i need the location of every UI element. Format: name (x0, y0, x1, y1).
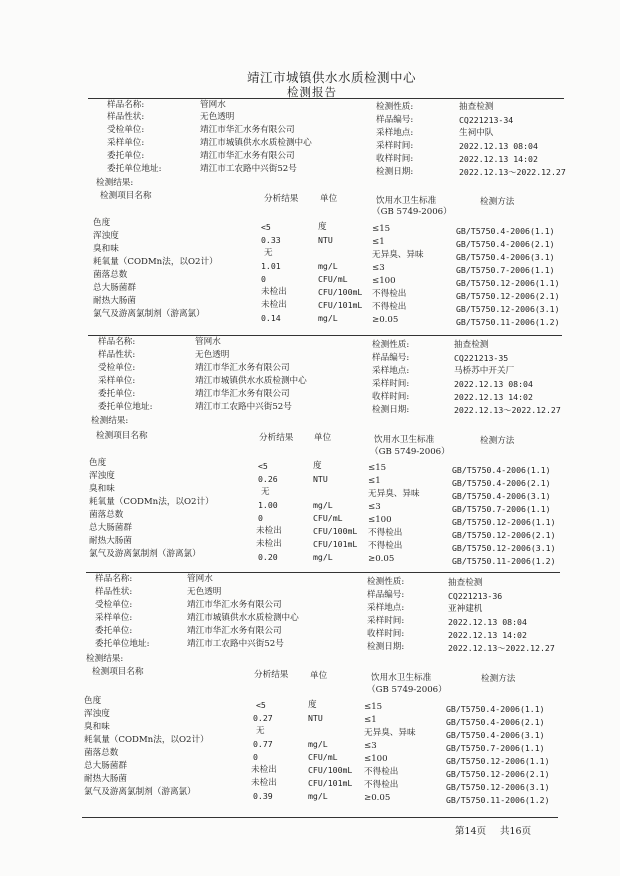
value-client-unit: 靖江市华汇水务有限公司 (200, 151, 295, 161)
method-cell: GB/T5750.12-2006(1.1) (446, 756, 550, 766)
unit-cell: CFU/101mL (318, 300, 363, 310)
standard-cell: 不得检出 (368, 528, 403, 538)
col-item-header: 检测项目名称 (96, 431, 148, 441)
footer-divider (82, 817, 558, 818)
col-method-header: 检测方法 (480, 436, 515, 446)
result-cell: 0.39 (253, 791, 273, 801)
result-cell: 0 (261, 274, 266, 284)
item-cell: 菌落总数 (84, 748, 119, 758)
label-sampling-unit: 采样单位: (107, 138, 145, 148)
col-standard-code: （GB 5749-2006） (370, 447, 450, 457)
col-item-header: 检测项目名称 (92, 667, 144, 677)
result-cell: 无 (261, 487, 270, 497)
page-number: 第14页 (455, 826, 487, 837)
unit-cell: CFU/101mL (313, 539, 358, 549)
unit-cell: mg/L (308, 739, 328, 749)
label-test-nature: 检测性质: (367, 577, 405, 587)
result-cell: 未检出 (251, 778, 277, 788)
item-cell: 色度 (93, 218, 111, 228)
value-sample-no: CQ221213-34 (459, 115, 514, 125)
value-receive-time: 2022.12.13 14:02 (454, 392, 533, 402)
unit-cell: NTU (313, 474, 328, 484)
method-cell: GB/T5750.4-2006(2.1) (456, 239, 555, 249)
value-receive-time: 2022.12.13 14:02 (448, 630, 527, 640)
method-cell: GB/T5750.7-2006(1.1) (446, 743, 545, 753)
label-client-unit: 委托单位: (98, 389, 136, 399)
standard-cell: 无异臭、异味 (368, 489, 420, 499)
standard-cell: ≤15 (372, 224, 391, 234)
standard-cell: 不得检出 (364, 780, 399, 790)
unit-cell: mg/L (318, 261, 338, 271)
value-test-date: 2022.12.13～2022.12.27 (459, 167, 566, 177)
unit-cell: CFU/mL (313, 513, 343, 523)
method-cell: GB/T5750.4-2006(1.1) (452, 465, 551, 475)
unit-cell: NTU (318, 235, 333, 245)
standard-cell: 不得检出 (372, 302, 407, 312)
label-client-address: 委托单位地址: (98, 402, 153, 412)
value-sample-no: CQ221213-36 (448, 591, 503, 601)
label-client-address: 委托单位地址: (95, 639, 150, 649)
result-cell: 1.00 (258, 500, 278, 510)
item-cell: 浑浊度 (93, 231, 119, 241)
report-title: 检测报告 (287, 85, 337, 99)
item-cell: 耗氧量（CODMn法，以O2计） (89, 497, 214, 507)
result-cell: <5 (261, 222, 271, 232)
item-cell: 耐热大肠菌 (89, 536, 132, 546)
label-receive-time: 收样时间: (367, 629, 405, 639)
value-test-date: 2022.12.13～2022.12.27 (454, 405, 561, 415)
standard-cell: 不得检出 (372, 289, 407, 299)
item-cell: 菌落总数 (89, 510, 124, 520)
result-cell: 0 (253, 752, 258, 762)
result-cell: 未检出 (261, 300, 287, 310)
label-sampling-unit: 采样单位: (98, 376, 136, 386)
standard-cell: ≤3 (364, 741, 377, 751)
unit-cell: CFU/101mL (308, 778, 353, 788)
value-sample-nature: 无色透明 (200, 112, 235, 122)
value-sample-nature: 无色透明 (195, 350, 230, 360)
value-sampling-site: 生祠中队 (459, 128, 494, 138)
col-standard-header: 饮用水卫生标准 (371, 673, 432, 683)
method-cell: GB/T5750.12-2006(3.1) (452, 543, 556, 553)
label-client-address: 委托单位地址: (107, 164, 162, 174)
method-cell: GB/T5750.12-2006(2.1) (456, 291, 560, 301)
standard-cell: ≥0.05 (372, 315, 399, 325)
method-cell: GB/T5750.4-2006(1.1) (456, 226, 555, 236)
label-sampling-time: 采样时间: (372, 379, 410, 389)
item-cell: 色度 (89, 458, 107, 468)
standard-cell: ≤100 (372, 276, 396, 286)
col-result-header: 分析结果 (254, 670, 289, 680)
value-sampling-unit: 靖江市城镇供水水质检测中心 (195, 376, 307, 386)
col-unit-header: 单位 (310, 671, 328, 681)
result-cell: 0.26 (258, 474, 278, 484)
standard-cell: ≤15 (368, 463, 387, 473)
item-cell: 耗氧量（CODMn法，以O2计） (93, 257, 218, 267)
method-cell: GB/T5750.12-2006(1.1) (456, 278, 560, 288)
org-title: 靖江市城镇供水水质检测中心 (247, 70, 417, 85)
standard-cell: ≤100 (364, 754, 388, 764)
label-sampling-time: 采样时间: (367, 616, 405, 626)
value-inspected-unit: 靖江市华汇水务有限公司 (195, 363, 290, 373)
result-cell: 未检出 (256, 539, 282, 549)
unit-cell: mg/L (313, 552, 333, 562)
value-sample-nature: 无色透明 (187, 587, 222, 597)
value-client-address: 靖江市工农路中兴街52号 (195, 402, 292, 412)
unit-cell: mg/L (313, 500, 333, 510)
header-divider (88, 98, 564, 99)
value-client-unit: 靖江市华汇水务有限公司 (187, 626, 282, 636)
result-cell: 1.01 (261, 261, 281, 271)
standard-cell: ≤1 (364, 715, 377, 725)
value-sample-no: CQ221213-35 (454, 353, 509, 363)
method-cell: GB/T5750.4-2006(2.1) (446, 717, 545, 727)
value-sample-name: 管网水 (187, 574, 213, 584)
label-inspected-unit: 受检单位: (98, 363, 136, 373)
unit-cell: mg/L (308, 791, 328, 801)
method-cell: GB/T5750.11-2006(1.2) (446, 795, 550, 805)
unit-cell: mg/L (318, 313, 338, 323)
method-cell: GB/T5750.4-2006(1.1) (446, 704, 545, 714)
item-cell: 耗氧量（CODMn法，以O2计） (84, 735, 209, 745)
result-cell: <5 (256, 700, 266, 710)
label-client-unit: 委托单位: (107, 151, 145, 161)
value-test-nature: 抽查检测 (448, 578, 483, 588)
label-receive-time: 收样时间: (376, 154, 414, 164)
label-client-unit: 委托单位: (95, 626, 133, 636)
standard-cell: ≥0.05 (368, 554, 395, 564)
col-standard-code: （GB 5749-2006） (367, 685, 447, 695)
method-cell: GB/T5750.11-2006(1.2) (452, 556, 556, 566)
col-unit-header: 单位 (314, 433, 332, 443)
item-cell: 耐热大肠菌 (93, 296, 136, 306)
result-cell: 0.14 (261, 313, 281, 323)
label-results: 检测结果: (96, 178, 134, 188)
result-cell: 无 (264, 248, 273, 258)
standard-cell: 不得检出 (368, 541, 403, 551)
unit-cell: 度 (313, 461, 322, 471)
value-sampling-site: 亚神建机 (448, 604, 483, 614)
method-cell: GB/T5750.12-2006(2.1) (446, 769, 550, 779)
label-test-date: 检测日期: (372, 405, 410, 415)
item-cell: 浑浊度 (89, 471, 115, 481)
unit-cell: CFU/100mL (313, 526, 358, 536)
standard-cell: ≤3 (368, 502, 381, 512)
label-test-date: 检测日期: (367, 642, 405, 652)
method-cell: GB/T5750.12-2006(3.1) (446, 782, 550, 792)
label-sampling-site: 采样地点: (372, 366, 410, 376)
label-sample-name: 样品名称: (107, 100, 145, 110)
page-total: 共16页 (500, 826, 532, 837)
standard-cell: 无异臭、异味 (372, 250, 424, 260)
item-cell: 浑浊度 (84, 709, 110, 719)
result-cell: 0.27 (253, 713, 273, 723)
method-cell: GB/T5750.4-2006(3.1) (446, 730, 545, 740)
method-cell: GB/T5750.11-2006(1.2) (456, 317, 560, 327)
item-cell: 总大肠菌群 (89, 523, 132, 533)
section-divider (86, 572, 560, 573)
standard-cell: ≤3 (372, 263, 385, 273)
value-inspected-unit: 靖江市华汇水务有限公司 (187, 600, 282, 610)
col-item-header: 检测项目名称 (100, 191, 152, 201)
result-cell: 0 (258, 513, 263, 523)
value-test-nature: 抽查检测 (454, 340, 489, 350)
method-cell: GB/T5750.12-2006(3.1) (456, 304, 560, 314)
item-cell: 氯气及游离氯制剂（游离氯） (84, 787, 196, 797)
item-cell: 色度 (84, 696, 102, 706)
item-cell: 耐热大肠菌 (84, 774, 127, 784)
label-sampling-site: 采样地点: (376, 128, 414, 138)
section-divider (88, 335, 562, 336)
unit-cell: CFU/mL (308, 752, 338, 762)
value-sample-name: 管网水 (200, 100, 226, 110)
value-test-date: 2022.12.13～2022.12.27 (448, 643, 555, 653)
unit-cell: CFU/mL (318, 274, 348, 284)
standard-cell: ≤100 (368, 515, 392, 525)
method-cell: GB/T5750.4-2006(3.1) (456, 252, 555, 262)
label-sample-no: 样品编号: (376, 115, 414, 125)
label-inspected-unit: 受检单位: (95, 600, 133, 610)
method-cell: GB/T5750.4-2006(2.1) (452, 478, 551, 488)
result-cell: 0.33 (261, 235, 281, 245)
label-test-date: 检测日期: (376, 167, 414, 177)
unit-cell: CFU/100mL (318, 287, 363, 297)
result-cell: 未检出 (251, 765, 277, 775)
label-sample-no: 样品编号: (372, 353, 410, 363)
label-results: 检测结果: (91, 416, 129, 426)
result-cell: 0.20 (258, 552, 278, 562)
item-cell: 总大肠菌群 (84, 761, 127, 771)
value-sampling-unit: 靖江市城镇供水水质检测中心 (187, 613, 299, 623)
item-cell: 臭和味 (93, 244, 119, 254)
value-client-unit: 靖江市华汇水务有限公司 (195, 389, 290, 399)
label-sampling-unit: 采样单位: (95, 613, 133, 623)
col-standard-header: 饮用水卫生标准 (374, 435, 435, 445)
result-cell: 未检出 (256, 526, 282, 536)
value-client-address: 靖江市工农路中兴街52号 (200, 164, 297, 174)
result-cell: 无 (256, 726, 265, 736)
value-inspected-unit: 靖江市华汇水务有限公司 (200, 125, 295, 135)
standard-cell: ≤1 (368, 476, 381, 486)
item-cell: 氯气及游离氯制剂（游离氯） (89, 549, 201, 559)
item-cell: 臭和味 (84, 722, 110, 732)
col-method-header: 检测方法 (481, 674, 516, 684)
standard-cell: ≤1 (372, 237, 385, 247)
label-receive-time: 收样时间: (372, 392, 410, 402)
label-results: 检测结果: (86, 654, 124, 664)
value-sample-name: 管网水 (195, 337, 221, 347)
unit-cell: NTU (308, 713, 323, 723)
label-sample-name: 样品名称: (98, 337, 136, 347)
label-sample-nature: 样品性状: (98, 350, 136, 360)
label-sample-nature: 样品性状: (107, 112, 145, 122)
label-sample-name: 样品名称: (95, 574, 133, 584)
value-sampling-time: 2022.12.13 08:04 (448, 617, 527, 627)
col-method-header: 检测方法 (480, 197, 515, 207)
value-sampling-unit: 靖江市城镇供水水质检测中心 (200, 138, 312, 148)
unit-cell: 度 (318, 222, 327, 232)
standard-cell: 不得检出 (364, 767, 399, 777)
label-sampling-time: 采样时间: (376, 141, 414, 151)
standard-cell: ≥0.05 (364, 793, 391, 803)
result-cell: 0.77 (253, 739, 273, 749)
standard-cell: 无异臭、异味 (364, 728, 416, 738)
label-test-nature: 检测性质: (376, 102, 414, 112)
method-cell: GB/T5750.7-2006(1.1) (452, 504, 551, 514)
standard-cell: ≤15 (364, 702, 383, 712)
col-result-header: 分析结果 (259, 433, 294, 443)
method-cell: GB/T5750.12-2006(2.1) (452, 530, 556, 540)
label-inspected-unit: 受检单位: (107, 125, 145, 135)
method-cell: GB/T5750.4-2006(3.1) (452, 491, 551, 501)
value-receive-time: 2022.12.13 14:02 (459, 154, 538, 164)
value-sampling-time: 2022.12.13 08:04 (459, 141, 538, 151)
item-cell: 总大肠菌群 (93, 283, 136, 293)
col-standard-header: 饮用水卫生标准 (376, 196, 437, 206)
item-cell: 菌落总数 (93, 270, 128, 280)
label-sampling-site: 采样地点: (367, 603, 405, 613)
label-test-nature: 检测性质: (372, 340, 410, 350)
value-client-address: 靖江市工农路中兴街52号 (187, 639, 284, 649)
value-sampling-site: 马桥苏中开关厂 (454, 366, 515, 376)
label-sample-nature: 样品性状: (95, 587, 133, 597)
value-sampling-time: 2022.12.13 08:04 (454, 379, 533, 389)
method-cell: GB/T5750.7-2006(1.1) (456, 265, 555, 275)
item-cell: 氯气及游离氯制剂（游离氯） (93, 309, 205, 319)
col-result-header: 分析结果 (264, 194, 299, 204)
col-unit-header: 单位 (320, 194, 338, 204)
result-cell: 未检出 (261, 287, 287, 297)
value-test-nature: 抽查检测 (459, 102, 494, 112)
label-sample-no: 样品编号: (367, 590, 405, 600)
unit-cell: CFU/100mL (308, 765, 353, 775)
col-standard-code: （GB 5749-2006） (372, 207, 452, 217)
result-cell: <5 (258, 461, 268, 471)
item-cell: 臭和味 (89, 484, 115, 494)
unit-cell: 度 (308, 700, 317, 710)
method-cell: GB/T5750.12-2006(1.1) (452, 517, 556, 527)
